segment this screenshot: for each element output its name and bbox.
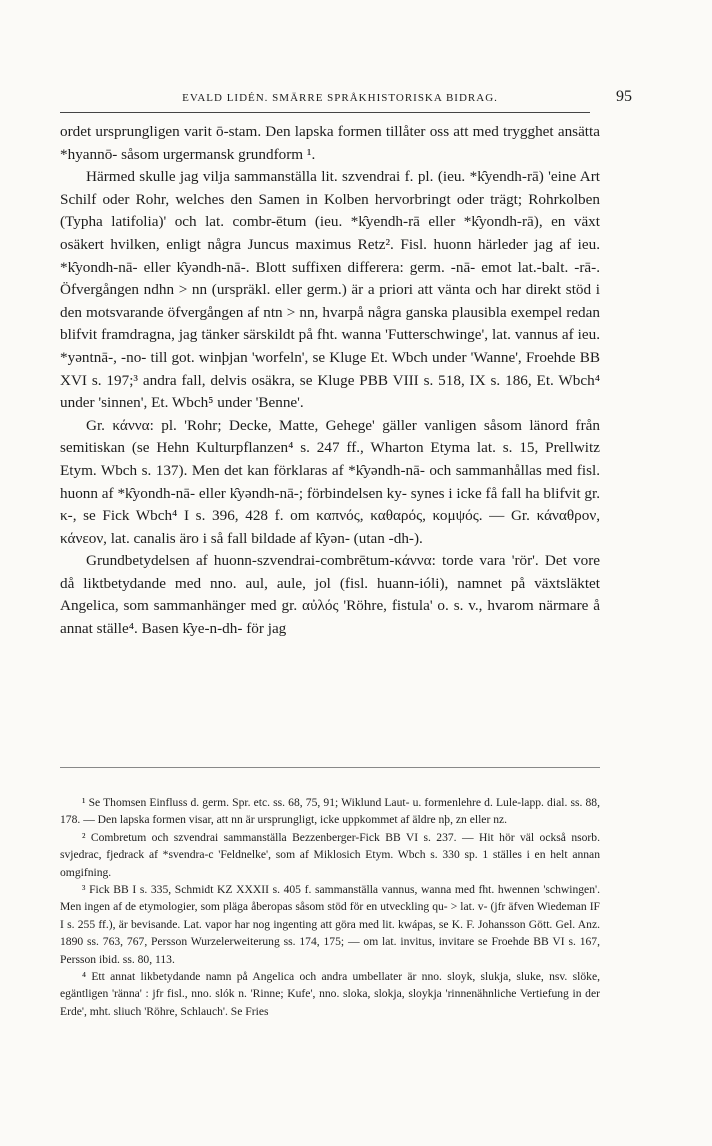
footnotes bbox=[60, 794, 600, 1020]
footnote-3: ³ Fick BB I s. 335, Schmidt KZ XXXII s. 405 f. sammanställa vannus, wanna med fht. hwennen 'schwingen'. Men ingen af de etymologier, som pläga åberopas såsom stöd för en utveckling qu- > lat. v- (jfr äfven Wiedeman IF I s. 255 ff.), är bevisande. Lat. vapor har nog ingenting att göra med lit. kwápas, se K. F. Johansson Gött. Gel. Anz. 1890 ss. 763, 767, Persson Wurzelerweiterung ss. 174, 175; — om lat. invitus, invitare se Froehde BB VI s. 167, Persson ibid. ss. 80, 113. bbox=[60, 883, 600, 966]
footnote-rule bbox=[60, 767, 600, 768]
running-header-title: EVALD LIDÉN. SMÄRRE SPRÅKHISTORISKA BIDRAG. bbox=[182, 92, 498, 104]
header-rule bbox=[60, 112, 590, 113]
footnote-2: ² Combretum och szvendrai sammanställa Bezzenberger-Fick BB VI s. 237. — Hit hör väl också nsorb. svjedrac, fjedrack af *svendra-c 'Feldnelke', som af Miklosich Etym. Wbch s. 330 sp. 1 ställes i en helt annan omgifning. bbox=[60, 830, 600, 879]
page-number: 95 bbox=[616, 88, 632, 105]
main-text bbox=[60, 121, 600, 641]
paragraph-continuation: ordet ursprungligen varit ō-stam. Den lapska formen tillåter oss att med trygghet ansätta *hyannō- såsom urgermansk grundform ¹. bbox=[60, 123, 600, 163]
running-header bbox=[60, 88, 632, 110]
paragraph: Grundbetydelsen af huonn-szvendrai-combrētum-κάννα: torde vara 'rör'. Det vore då liktbetydande med nno. aul, aule, jol (fisl. huann-ióli), namnet på växtsläktet Angelica, som sammanhänger med gr. αὐλός 'Röhre, fistula' o. s. v., hvarom närmare å annat ställe⁴. Basen k̑ye-n-dh- för jag bbox=[60, 552, 600, 638]
paragraph: Gr. κάννα: pl. 'Rohr; Decke, Matte, Gehege' gäller vanligen såsom länord från semitiskan (se Hehn Kulturpflanzen⁴ s. 247 ff., Wharton Etyma lat. s. 15, Prellwitz Etym. Wbch s. 137). Men det kan förklaras af *k̑yəndh-nā- och sammanhållas med fisl. huonn af *k̑yondh-nā- eller k̑yəndh-nā-; förbindelsen ky- synes i icke få fall ha blifvit gr. κ-, se Fick Wbch⁴ I s. 396, 428 f. om καπνός, καθαρός, κομψός. — Gr. κάναθρον, κάνεον, lat. canalis äro i så fall bildade af k̑yən- (utan -dh-). bbox=[60, 416, 600, 547]
paragraph: Härmed skulle jag vilja sammanställa lit. szvendrai f. pl. (ieu. *k̑yendh-rā) 'eine Art Schilf oder Rohr, welches den Samen in Kolben hervorbringt oder trägt; Rohrkolben (Typha latifolia)' och lat. combr-ētum (ieu. *k̑yendh-rā eller *k̑yondh-rā), en växt osäkert hvilken, enligt några Juncus maximus Retz². Fisl. huonn härleder jag af ieu. *k̑yondh-nā- eller k̑yəndh-nā-. Blott suffixen differera: germ. -nā- emot lat.-balt. -rā-. Öfvergången ndhn > nn (urspräkl. eller germ.) är a priori att vänta och har direkt stöd i den motsvarande öfvergången af ntn > nn, hvarpå några ganska plausibla exempel redan blifvit framdragna, jag tänker särskildt på fht. wanna 'Futterschwinge', lat. vannus af ieu. *yəntnā-, -no- till got. winþjan 'worfeln', se Kluge Et. Wbch under 'Wanne', Froehde BB XVI s. 197;³ andra fall, delvis osäkra, se Kluge PBB VIII s. 518, IX s. 186, Et. Wbch⁴ under 'sinnen', Et. Wbch⁵ under 'Benne'. bbox=[60, 168, 600, 412]
footnote-4: ⁴ Ett annat likbetydande namn på Angelica och andra umbellater är nno. sloyk, slukja, sluke, nsv. slöke, egäntligen 'ränna' : jfr fisl., nno. slók n. 'Rinne; Kufe', nno. sloka, slokja, sloykja 'rinnenähnliche Vertiefung in der Erde', mht. sliuch 'Röhre, Schlauch'. Se Fries bbox=[60, 970, 600, 1018]
footnote-1: ¹ Se Thomsen Einfluss d. germ. Spr. etc. ss. 68, 75, 91; Wiklund Laut- u. formenlehre d. Lule-lapp. dial. ss. 88, 178. — Den lapska formen visar, att nn är ursprungligt, icke uppkommet af äldre nþ, zn eller nz. bbox=[60, 796, 600, 827]
